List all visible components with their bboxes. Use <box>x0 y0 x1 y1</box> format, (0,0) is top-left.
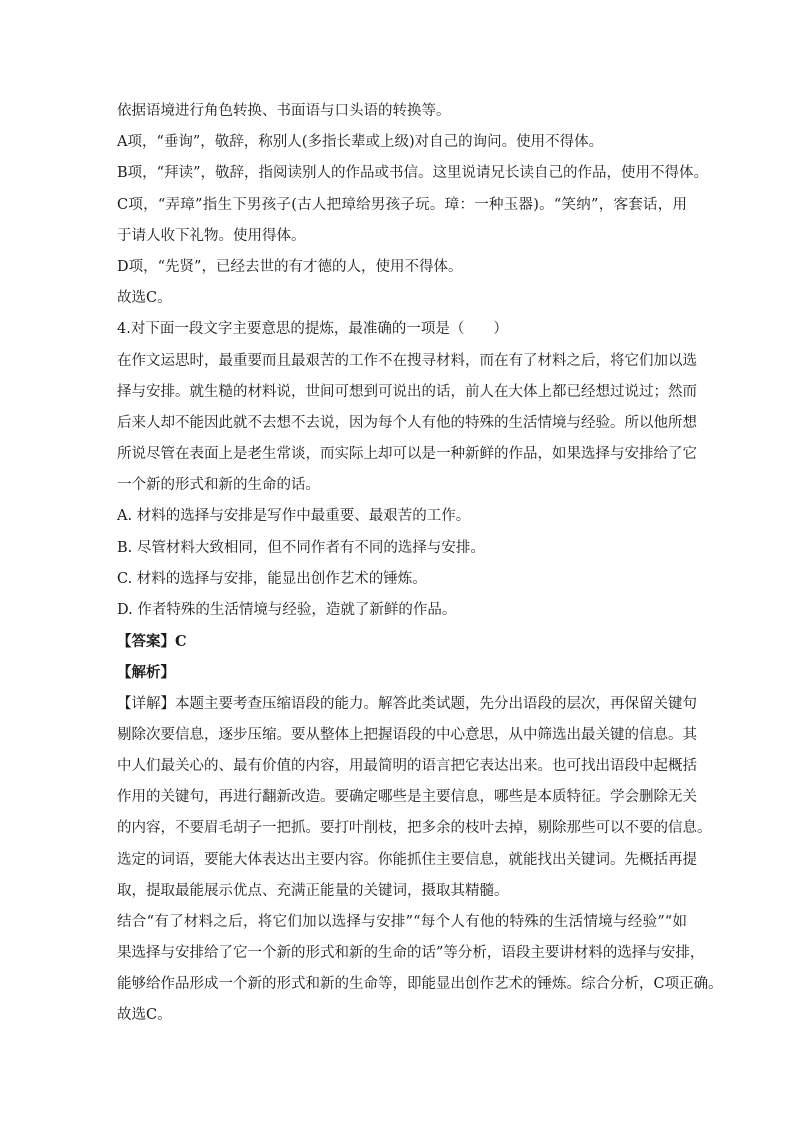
passage-line: 在作文运思时，最重要而且最艰苦的工作不在搜寻材料，而在有了材料之后，将它们加以选 <box>117 352 697 369</box>
option-b-explanation: B项，“拜读”，敬辞，指阅读别人的作品或书信。这里说请兄长读自己的作品，使用不得体。 <box>117 165 708 182</box>
detail-line: 【详解】本题主要考查压缩语段的能力。解答此类试题，先分出语段的层次，再保留关键句 <box>117 695 697 712</box>
option-c-explanation-cont: 于请人收下礼物。使用得体。 <box>117 227 306 244</box>
passage-line: 择与安排。就生糙的材料说，世间可想到可说出的话，前人在大体上都已经想过说过；然而 <box>117 383 697 400</box>
answer-choice: 故选C。 <box>117 1007 172 1024</box>
analysis-label: 【解析】 <box>117 664 175 682</box>
choice-a: A. 材料的选择与安排是写作中最重要、最艰苦的工作。 <box>117 508 471 525</box>
passage-line: 所说尽管在表面上是老生常谈，而实际上却可以是一种新鲜的作品，如果选择与安排给了它 <box>117 446 697 463</box>
choice-b: B. 尽管材料大致相同，但不同作者有不同的选择与安排。 <box>117 539 485 556</box>
detail-line: 选定的词语，要能大体表达出主要内容。你能抓住主要信息，就能找出关键词。先概括再提 <box>117 851 697 868</box>
conclusion-line: 结合“有了材料之后，将它们加以选择与安排”“每个人有他的特殊的生活情境与经验”“如 <box>117 913 687 930</box>
choice-d: D. 作者特殊的生活情境与经验，造就了新鲜的作品。 <box>117 602 457 618</box>
choice-c: C. 材料的选择与安排，能显出创作艺术的锤炼。 <box>117 570 427 587</box>
passage-line: 后来人却不能因此就不去想不去说，因为每个人有他的特殊的生活情境与经验。所以他所想 <box>117 414 697 431</box>
answer-label: 【答案】C <box>117 633 187 651</box>
text-line: 依据语境进行角色转换、书面语与口头语的转换等。 <box>117 103 451 119</box>
detail-line: 取，提取最能展示优点、充满正能量的关键词，摄取其精髓。 <box>117 882 509 899</box>
passage-line: 一个新的形式和新的生命的话。 <box>117 477 320 494</box>
question-4-stem: 4.对下面一段文字主要意思的提炼，最准确的一项是（ ） <box>117 321 508 338</box>
option-d-explanation: D项，“先贤”，已经去世的有才德的人，使用不得体。 <box>117 258 463 275</box>
detail-line: 中人们最关心的、最有价值的内容，用最简明的语言把它表达出来。也可找出语段中起概括 <box>117 757 697 774</box>
option-c-explanation: C项，“弄璋”指生下男孩子(古人把璋给男孩子玩。璋：一种玉器)。“笑纳”，客套话，用 <box>117 196 687 213</box>
detail-line: 作用的关键句，再进行翻新改造。要确定哪些是主要信息，哪些是本质特征。学会删除无关 <box>117 789 697 806</box>
conclusion-line: 能够给作品形成一个新的形式和新的生命等，即能显出创作艺术的锤炼。综合分析，C项正确。 <box>117 976 723 993</box>
option-a-explanation: A项，“垂询”，敬辞，称别人(多指长辈或上级)对自己的询问。使用不得体。 <box>117 134 604 151</box>
answer-choice: 故选C。 <box>117 290 172 307</box>
conclusion-line: 果选择与安排给了它一个新的形式和新的生命的话”等分析，语段主要讲材料的选择与安排， <box>117 945 705 962</box>
document-body <box>117 96 723 1032</box>
detail-line: 剔除次要信息，逐步压缩。要从整体上把握语段的中心意思，从中筛选出最关键的信息。其 <box>117 726 697 743</box>
detail-line: 的内容，不要眉毛胡子一把抓。要打叶削枝，把多余的枝叶去掉，剔除那些可以不要的信息。 <box>117 820 712 837</box>
